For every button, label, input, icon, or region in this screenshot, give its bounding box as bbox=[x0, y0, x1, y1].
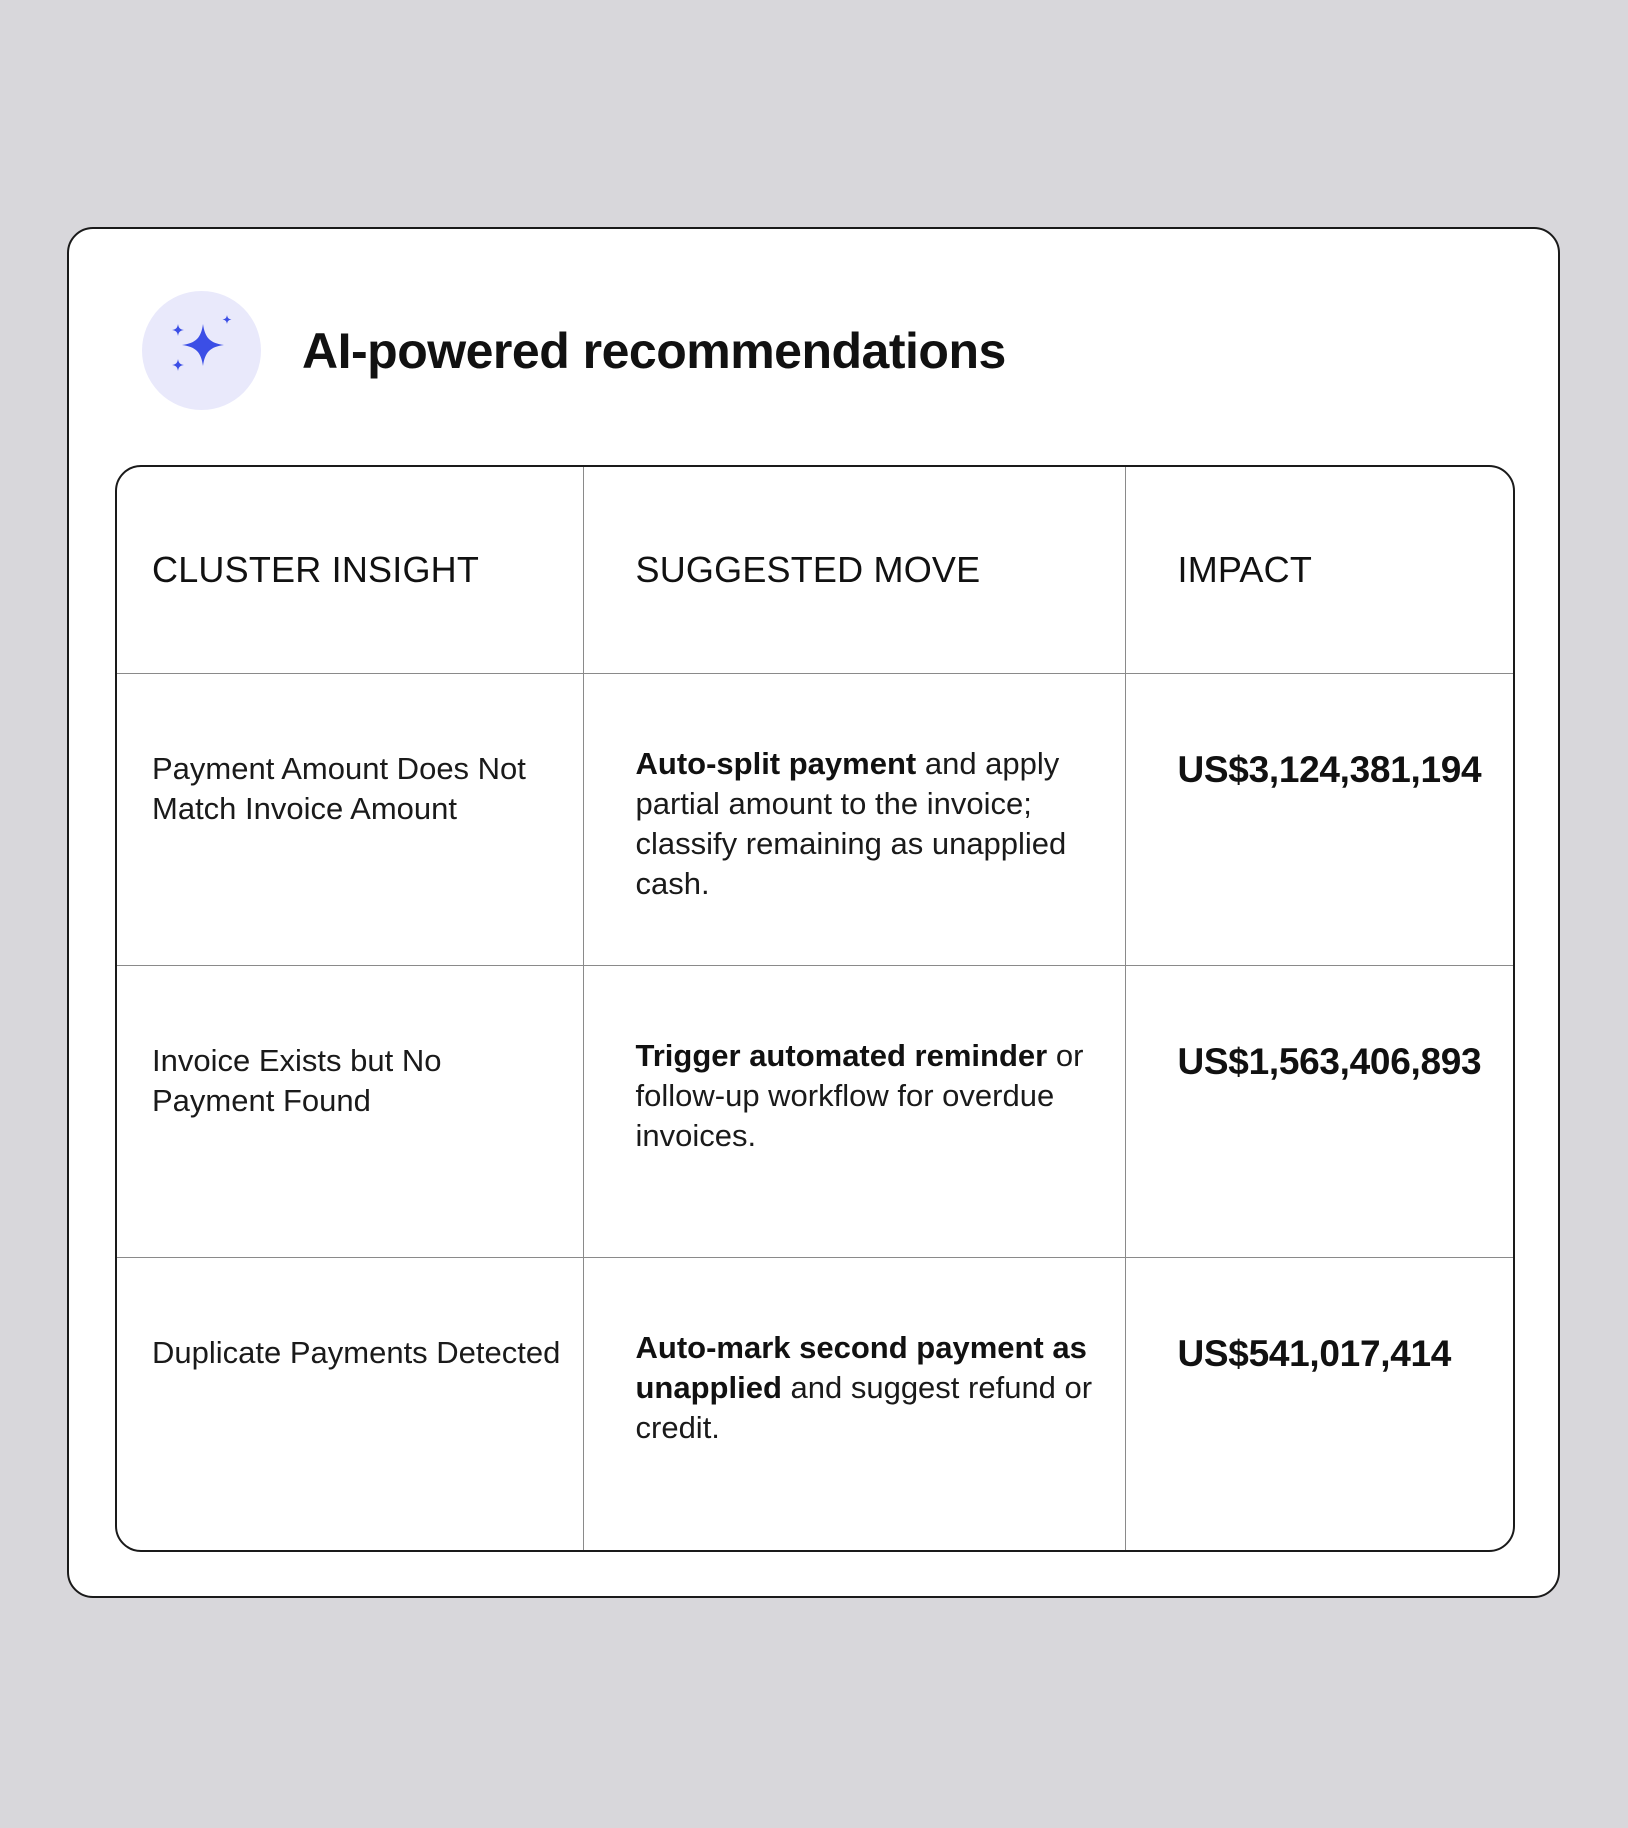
impact-cell bbox=[1125, 1258, 1515, 1550]
move-bold-text: Trigger automated reminder bbox=[635, 1037, 1048, 1073]
card-title: AI-powered recommendations bbox=[302, 322, 1006, 379]
sparkles-icon bbox=[142, 291, 261, 410]
impact-value: US$1,563,406,893 bbox=[1177, 1040, 1482, 1082]
move-rest-text: and apply partial amount to the invoice; classify remaining as unapplied cash. bbox=[635, 745, 1067, 901]
move-text bbox=[636, 1328, 1105, 1448]
impact-cell bbox=[1125, 965, 1515, 1257]
move-cell bbox=[583, 673, 1125, 965]
move-bold-text: Auto-mark second payment as unapplied bbox=[635, 1330, 1087, 1406]
header-cluster-insight: CLUSTER INSIGHT bbox=[117, 467, 583, 673]
impact-value: US$541,017,414 bbox=[1177, 1333, 1452, 1375]
insight-cell bbox=[117, 1258, 583, 1550]
move-rest-text: or follow-up workflow for overdue invoices. bbox=[635, 1037, 1084, 1153]
header-suggested-move: SUGGESTED MOVE bbox=[583, 467, 1125, 673]
insight-cell bbox=[117, 673, 583, 965]
move-text bbox=[636, 1036, 1105, 1156]
move-cell bbox=[583, 965, 1125, 1257]
header-impact: IMPACT bbox=[1125, 467, 1515, 673]
move-rest-text: and suggest refund or credit. bbox=[635, 1370, 1093, 1446]
impact-cell bbox=[1125, 673, 1515, 965]
insight-text: Payment Amount Does Not Match Invoice Amount bbox=[152, 750, 526, 826]
move-text bbox=[636, 744, 1105, 904]
impact-value: US$3,124,381,194 bbox=[1177, 748, 1482, 790]
recommendations-card bbox=[67, 227, 1560, 1598]
move-cell bbox=[583, 1258, 1125, 1550]
insight-text: Duplicate Payments Detected bbox=[152, 1335, 561, 1371]
table-header-row bbox=[117, 467, 1515, 673]
table-row bbox=[117, 1258, 1515, 1550]
insight-cell bbox=[117, 965, 583, 1257]
insight-text: Invoice Exists but No Payment Found bbox=[152, 1042, 442, 1118]
table-row bbox=[117, 965, 1515, 1257]
move-bold-text: Auto-split payment bbox=[635, 745, 917, 781]
table-row bbox=[117, 673, 1515, 965]
recommendations-table bbox=[115, 465, 1515, 1552]
card-header bbox=[142, 291, 1006, 410]
